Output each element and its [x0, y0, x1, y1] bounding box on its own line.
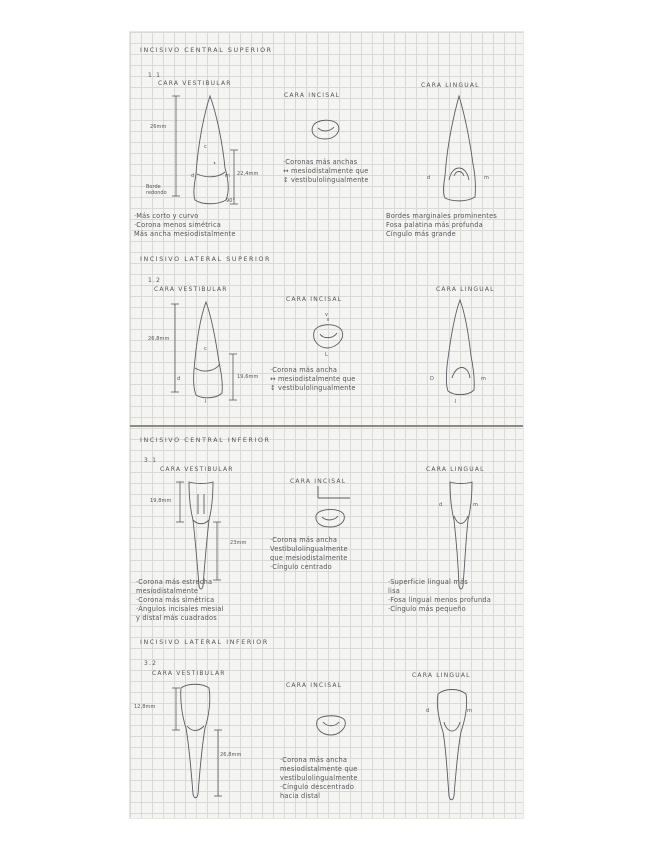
letter-d-lingual: d: [427, 175, 431, 181]
total-length-value: 19,8mm: [150, 498, 172, 504]
rounded-border-note: Borde redondo: [146, 184, 167, 196]
lingual-label: CARA LINGUAL: [436, 286, 495, 293]
lingual-note-1: ·Superficie lingual más: [388, 578, 468, 586]
crown-length-dimension: [213, 522, 221, 580]
letter-m-lingual: m: [473, 502, 478, 508]
vestibular-label: CARA VESTIBULAR: [158, 80, 232, 87]
section-title-central-superior: INCISIVO CENTRAL SUPERIOR: [140, 47, 273, 54]
incisal-note-2: ↔ mesiodistalmente que: [270, 375, 356, 383]
section-number: 1.2: [148, 277, 162, 284]
notebook-sheet: [130, 32, 523, 818]
vestibular-note-2: ·Corona menos simétrica: [134, 221, 222, 229]
incisal-label: CARA INCISAL: [286, 682, 343, 689]
letter-d-lingual: d: [426, 708, 430, 714]
lateral-inferior-incisal-view: [313, 712, 349, 738]
crown-length-dimension: [230, 150, 238, 204]
incisal-note-2: ↔ mesiodistalmente que: [283, 167, 369, 175]
total-length-value: 26,8mm: [148, 336, 170, 342]
vestibular-note-2: mesiodistalmente: [136, 587, 199, 595]
letter-d: d: [191, 173, 195, 179]
lingual-label: CARA LINGUAL: [426, 466, 485, 473]
central-superior-incisal-view: [308, 114, 342, 144]
vestibular-label: CARA VESTIBULAR: [160, 466, 234, 473]
letter-d-lingual: D: [430, 376, 434, 382]
total-length-dimension: [172, 96, 180, 196]
lateral-inferior-vestibular-tooth: [178, 682, 212, 802]
lingual-label: CARA LINGUAL: [421, 82, 480, 89]
letter-m-lingual: m: [481, 376, 486, 382]
lateral-superior-vestibular-tooth: [188, 300, 228, 400]
incisal-label: CARA INCISAL: [290, 478, 347, 485]
section-title-central-inferior: INCISIVO CENTRAL INFERIOR: [140, 437, 271, 444]
crown-length-dimension: [229, 354, 237, 400]
central-inferior-vestibular-tooth: [186, 480, 216, 592]
vestibular-note-4: ·Ángulos incisales mesial: [136, 605, 224, 613]
incisal-note-1: ·Corona más ancha: [270, 366, 338, 374]
section-title-lateral-inferior: INCISIVO LATERAL INFERIOR: [140, 639, 269, 646]
crown-length-value: 23mm: [230, 540, 247, 546]
total-length-value: 26mm: [150, 124, 167, 130]
section-number: 1.1: [148, 72, 162, 79]
vestibular-label: CARA VESTIBULAR: [152, 670, 226, 677]
central-inferior-lingual-tooth: [446, 480, 476, 592]
incisal-label: CARA INCISAL: [284, 92, 341, 99]
central-superior-vestibular-tooth: [188, 94, 234, 206]
letter-v: v: [325, 312, 328, 318]
crown-length-value: 22,4mm: [237, 171, 259, 177]
vestibular-note-3: ·Corona más simétrica: [136, 596, 215, 604]
letter-d-lingual: d: [439, 502, 443, 508]
letter-l: L: [325, 352, 328, 358]
central-superior-lingual-tooth: [435, 94, 481, 202]
section-title-lateral-superior: INCISIVO LATERAL SUPERIOR: [140, 256, 272, 263]
lingual-note-2: Fosa palatina más profunda: [386, 221, 483, 229]
incisal-note-4: ·Cíngulo descentrado: [280, 783, 355, 791]
letter-c: c: [204, 346, 207, 352]
vestibular-note-1: ·Corona más estrecha: [136, 578, 213, 586]
letter-i-lingual: I: [455, 399, 457, 405]
crown-length-value: 19,6mm: [237, 374, 259, 380]
letter-c: c: [204, 144, 207, 150]
crown-length-value: 26,8mm: [220, 752, 242, 758]
incisal-note-3: que mesiodistalmente: [270, 554, 348, 562]
incisal-note-5: hacia distal: [280, 792, 321, 800]
incisal-label: CARA INCISAL: [286, 296, 343, 303]
lateral-inferior-lingual-tooth: [432, 686, 472, 804]
vestibular-note-1: ·Más corto y curvo: [134, 212, 199, 220]
angle-value: 90°: [226, 198, 236, 204]
total-length-dimension: [176, 482, 184, 522]
vestibular-note-5: y distal más cuadrados: [136, 614, 217, 622]
lingual-note-3: ·Fosa lingual menos profunda: [388, 596, 491, 604]
incisal-note-2: mesiodistalmente que: [280, 765, 358, 773]
incisal-note-1: ·Corona más ancha: [280, 756, 348, 764]
vestibular-label: CARA VESTIBULAR: [154, 286, 228, 293]
incisal-note-3: ↕ vestibulolingualmente: [270, 384, 356, 392]
letter-m-lingual: m: [484, 175, 489, 181]
central-inferior-incisal-view: [313, 505, 347, 529]
section-number: 3.1: [144, 457, 158, 464]
total-length-value: 12,8mm: [134, 704, 156, 710]
crown-length-dimension: [214, 730, 222, 796]
letter-m: m: [225, 173, 230, 179]
lateral-superior-incisal-view: [310, 318, 346, 352]
letter-d: d: [177, 376, 181, 382]
incisal-note-3: vestibulolingualmente: [280, 774, 358, 782]
lingual-note-4: ·Cíngulo más pequeño: [388, 605, 466, 613]
incisal-note-3: ↕ vestibulolingualmente: [283, 176, 369, 184]
incisal-note-1: ·Coronas más anchas: [283, 158, 358, 166]
vestibular-note-3: Más ancha mesiodistalmente: [134, 230, 236, 238]
section-number: 3.2: [144, 660, 158, 667]
letter-m-lingual: m: [467, 708, 472, 714]
section-divider: [130, 425, 523, 427]
incisal-note-1: ·Corona más ancha: [270, 536, 338, 544]
incisal-guide-lines: [316, 484, 352, 500]
lingual-note-2: lisa: [388, 587, 400, 595]
letter-i: I: [205, 399, 207, 405]
lingual-note-1: Bordes marginales prominentes: [386, 212, 497, 220]
lingual-label: CARA LINGUAL: [412, 672, 471, 679]
lateral-superior-lingual-tooth: [438, 298, 480, 398]
lingual-note-3: Cíngulo más grande: [386, 230, 456, 238]
incisal-note-4: ·Cíngulo centrado: [270, 563, 332, 571]
incisal-note-2: Vestibulolingualmente: [270, 545, 348, 553]
